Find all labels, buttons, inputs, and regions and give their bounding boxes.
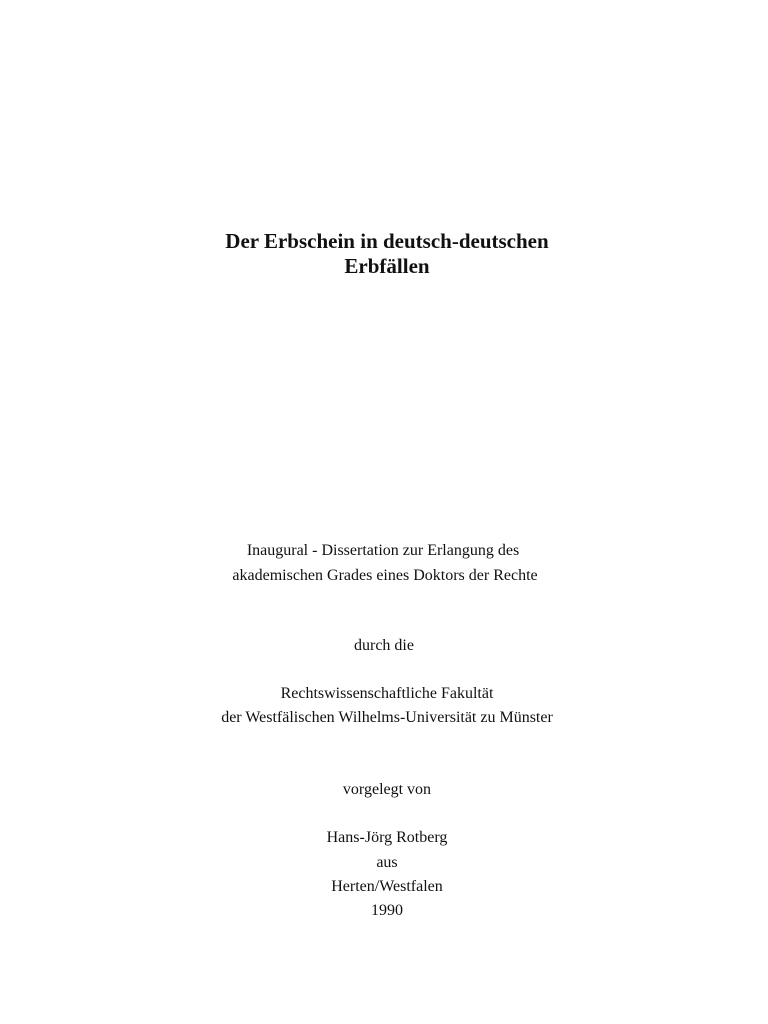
faculty-line-2: der Westfälischen Wilhelms-Universität zu Münster (221, 709, 553, 726)
author-from: aus (376, 854, 398, 871)
degree-line-2: akademischen Grades eines Doktors der Rechte (232, 567, 538, 584)
through-text: durch die (354, 637, 414, 654)
author-name: Hans-Jörg Rotberg (326, 829, 448, 846)
faculty-line-1: Rechtswissenschaftliche Fakultät (280, 685, 494, 702)
title-line-2: Erbfällen (344, 254, 430, 278)
title-line-1: Der Erbschein in deutsch-deutschen (225, 229, 549, 253)
degree-line-1: Inaugural - Dissertation zur Erlangung des (246, 542, 520, 559)
author-year: 1990 (371, 902, 403, 919)
submitted-by-text: vorgelegt von (342, 781, 432, 798)
author-place: Herten/Westfalen (331, 878, 443, 895)
